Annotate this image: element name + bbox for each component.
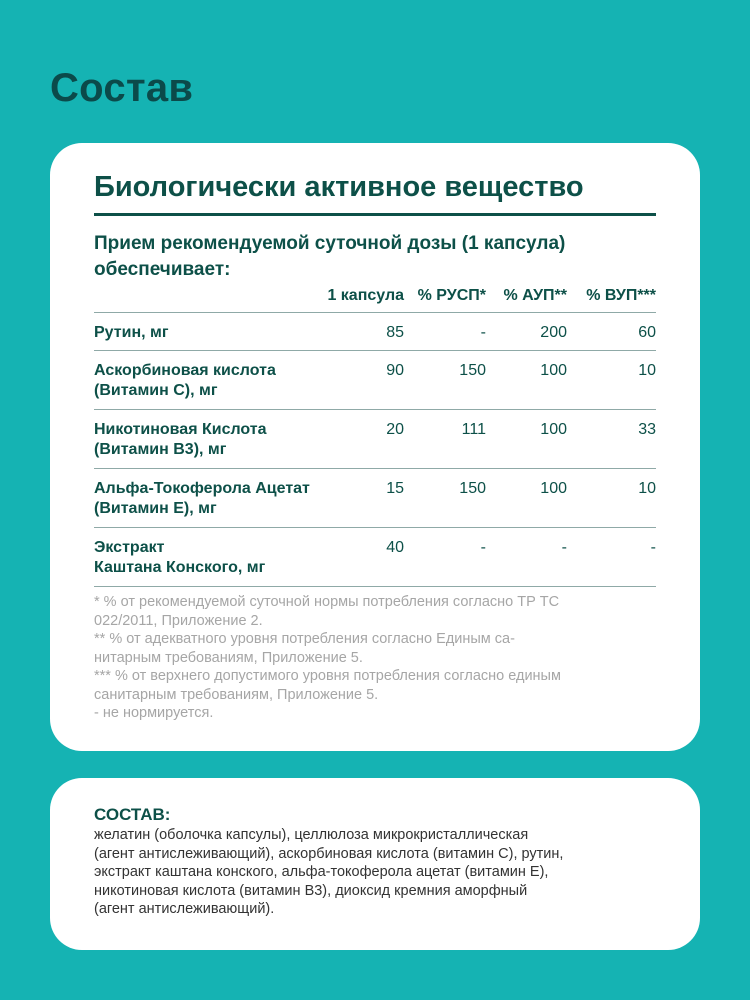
- header-per-capsule: 1 капсула: [324, 281, 404, 312]
- table-row: [94, 350, 656, 409]
- row-name: Альфа-Токоферола Ацетат (Витамин Е), мг: [94, 468, 324, 527]
- composition-text: желатин (оболочка капсулы), целлюлоза микрокристаллическая (агент антислеживающий), аскорбиновая кислота (витамин С), рутин, экстракт каштана конского, альфа-токоферола ацетат (витамин Е), никотиновая кислота (витамин В3), диоксид кремния аморфный (агент антислеживающий).: [94, 827, 564, 917]
- cell-per-capsule: 90: [324, 350, 404, 409]
- cell-per-capsule: 20: [324, 409, 404, 468]
- table-header-row: [94, 281, 656, 312]
- table-row: [94, 468, 656, 527]
- cell-per-capsule: 40: [324, 527, 404, 586]
- cell-per-capsule: 15: [324, 468, 404, 527]
- table-row: [94, 527, 656, 586]
- header-aup: % АУП**: [486, 281, 567, 312]
- table-row: [94, 409, 656, 468]
- card-title: Биологически активное вещество: [94, 171, 584, 203]
- cell-rusp: -: [404, 312, 486, 350]
- title-divider: [94, 213, 656, 216]
- row-name: Экстракт Каштана Конского, мг: [94, 527, 324, 586]
- header-rusp: % РУСП*: [404, 281, 486, 312]
- footnotes: [94, 593, 664, 723]
- cell-vup: 10: [567, 468, 656, 527]
- cell-vup: -: [567, 527, 656, 586]
- page-title: Состав: [50, 66, 194, 110]
- header-vup: % ВУП***: [567, 281, 656, 312]
- cell-aup: 100: [486, 468, 567, 527]
- cell-rusp: 150: [404, 350, 486, 409]
- active-substance-card: [50, 143, 700, 751]
- row-name: Аскорбиновая кислота (Витамин С), мг: [94, 350, 324, 409]
- table-row: [94, 312, 656, 350]
- footnote-not-normed: - не нормируется.: [94, 705, 214, 721]
- footnote-aup: ** % от адекватного уровня потребления согласно Единым са- нитарным требованиям, Приложение 5.: [94, 631, 515, 666]
- footnote-rusp: * % от рекомендуемой суточной нормы потребления согласно ТР ТС 022/2011, Приложение 2.: [94, 594, 560, 629]
- cell-per-capsule: 85: [324, 312, 404, 350]
- cell-aup: 100: [486, 409, 567, 468]
- cell-aup: 200: [486, 312, 567, 350]
- cell-vup: 60: [567, 312, 656, 350]
- cell-vup: 10: [567, 350, 656, 409]
- footnote-vup: *** % от верхнего допустимого уровня потребления согласно единым санитарным требованиям, Приложение 5.: [94, 668, 561, 703]
- header-name: [94, 281, 324, 312]
- cell-aup: -: [486, 527, 567, 586]
- composition-title: СОСТАВ:: [94, 805, 171, 824]
- cell-vup: 33: [567, 409, 656, 468]
- cell-aup: 100: [486, 350, 567, 409]
- cell-rusp: -: [404, 527, 486, 586]
- row-name: Никотиновая Кислота (Витамин В3), мг: [94, 409, 324, 468]
- row-name: Рутин, мг: [94, 312, 324, 350]
- dose-intro-text: Прием рекомендуемой суточной дозы (1 капсула) обеспечивает:: [94, 233, 566, 280]
- cell-rusp: 150: [404, 468, 486, 527]
- composition-card: [50, 778, 700, 950]
- cell-rusp: 111: [404, 409, 486, 468]
- nutrient-table: [94, 281, 656, 587]
